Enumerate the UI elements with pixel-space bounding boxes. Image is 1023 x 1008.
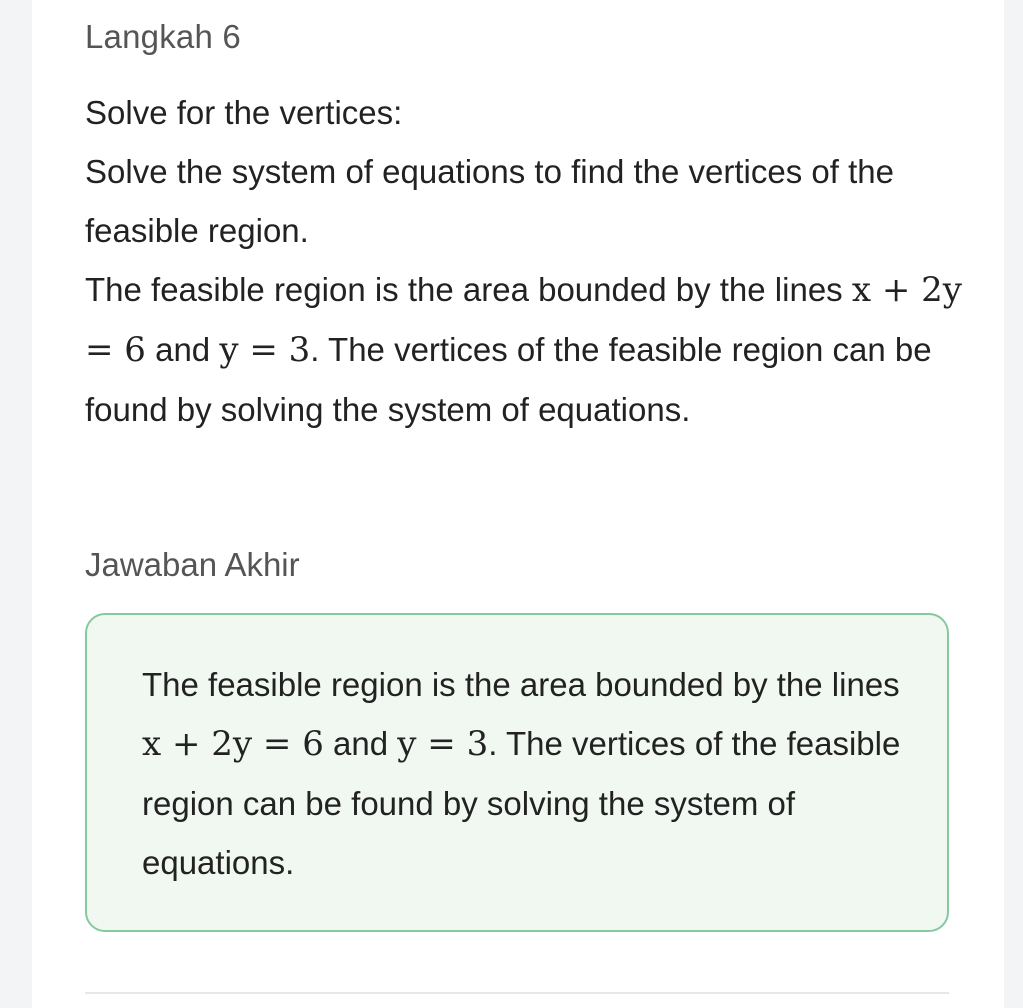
step-heading: Solve for the vertices: bbox=[85, 94, 403, 131]
answer-equation-2: y = 3 bbox=[397, 724, 489, 764]
equation-2: y = 3 bbox=[219, 330, 311, 370]
step-instruction: Solve the system of equations to find the vertices of the feasible region. bbox=[85, 153, 894, 249]
answer-and: and bbox=[323, 725, 398, 762]
equation-1: x + 2y = 6 bbox=[85, 270, 962, 370]
explanation-text-post: . The vertices of the feasible region can be found by solving the system of equations. bbox=[85, 331, 932, 428]
solution-card bbox=[32, 0, 1004, 1008]
final-answer-text bbox=[142, 655, 912, 892]
answer-text-post: . The vertices of the feasible region can be found by solving the system of equations. bbox=[142, 725, 901, 881]
step-body bbox=[85, 83, 965, 439]
answer-text-pre: The feasible region is the area bounded by the lines bbox=[142, 666, 900, 703]
section-divider bbox=[85, 992, 949, 994]
step-label: Langkah 6 bbox=[85, 18, 241, 55]
answer-equation-1: x + 2y = 6 bbox=[142, 724, 324, 764]
explanation-and: and bbox=[145, 331, 220, 368]
step-explanation bbox=[85, 260, 965, 439]
final-answer-title: Jawaban Akhir bbox=[85, 546, 300, 583]
explanation-text-pre: The feasible region is the area bounded by the lines bbox=[85, 271, 852, 308]
final-answer-box bbox=[85, 613, 949, 932]
